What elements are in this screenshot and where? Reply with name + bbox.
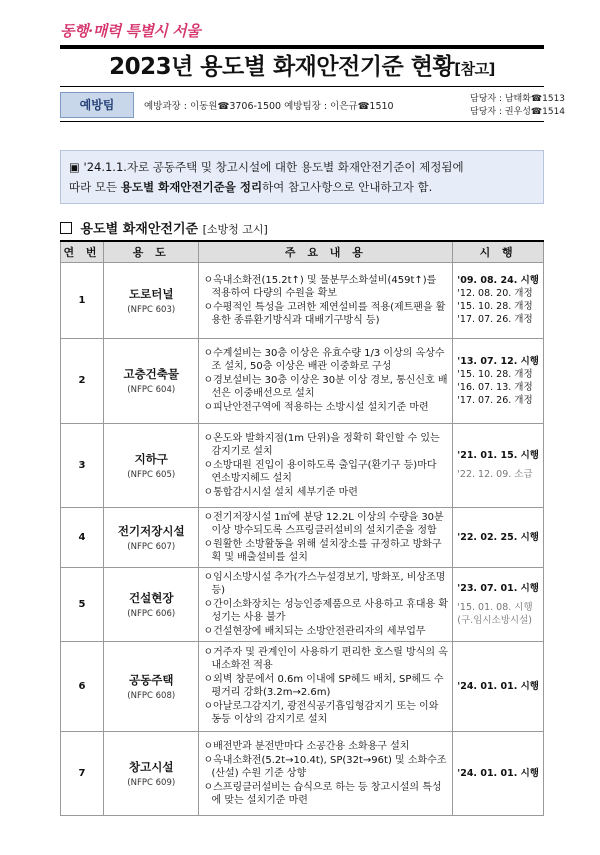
content-item: ㅇ수평적인 특성을 고려한 제연설비를 적용(제트팬을 활용한 종류환기방식과 대배기구방식 등) [203,301,446,326]
department-info: 예방과장 : 이동원☎3706-1500 예방팀장 : 이은규☎1510 [144,101,394,112]
use-name: 건설현장 [129,590,174,605]
content-item: ㅇ수계설비는 30층 이상은 유효수량 1/3 이상의 옥상수조 설치, 50층 이상은 배관 이중화로 구성 [203,348,445,372]
date-entry: '22. 02. 25. 시행 [457,531,539,543]
row-dates [453,338,544,423]
notice-text-2a: 따라 모든 [69,180,121,194]
content-item: ㅇ아날로그감지기, 광전식공기흡입형감지기 또는 이와 동등 이상의 감지기로 설치 [203,701,439,725]
notice-line [69,157,535,177]
use-name: 전기저장시설 [117,523,185,538]
row-content [199,641,453,731]
date-entry: '13. 07. 12. 시행 [457,355,539,367]
content-item: ㅇ온도와 발화지점(1m 단위)을 정확히 확인할 수 있는 감지기로 설치 [203,432,440,457]
header-content: 주 요 내 용 [199,241,453,262]
content-item: ㅇ경보설비는 30층 이상은 30분 이상 경보, 통신신호 배선은 이중배선으로 설치 [203,375,448,399]
notice-line [69,177,535,197]
header-use: 용 도 [104,241,199,262]
content-item: ㅇ배전반과 분전반마다 소공간용 소화용구 설치 [203,740,410,752]
contact-block [470,93,588,119]
row-dates [453,567,544,641]
row-dates [453,641,544,731]
use-name: 창고시설 [129,759,174,774]
content-item: ㅇ스프링클러설비는 습식으로 하는 등 창고시설의 특성에 맞는 설치기준 마련 [203,781,442,806]
row-content [199,507,453,567]
date-entry: '24. 01. 01. 시행 [457,767,539,779]
table-header-row [61,241,544,262]
date-entry: '12. 08. 20. 개정 [457,288,533,299]
row-use [104,338,199,423]
contact-line: 담당자 : 권우성☎1514 [470,107,566,117]
use-code: (NFPC 603) [127,304,176,315]
content-item: ㅇ건설현장에 배치되는 소방안전관리자의 세부업무 [203,625,426,637]
use-name: 공동주택 [129,672,174,687]
use-code: (NFPC 604) [127,385,176,395]
table-row [61,338,544,423]
notice-box [60,150,544,204]
title-ref: [참고] [454,60,495,78]
use-name: 고층건축물 [123,367,180,381]
date-entry: '24. 01. 01. 시행 [457,680,539,692]
row-dates [453,423,544,507]
content-item: ㅇ전기저장시설 1㎡에 분당 12.2L 이상의 수량을 30분 이상 방수되도록 스프링클러설비의 설치기준을 정함 [203,511,444,536]
section-heading [60,218,268,237]
seoul-slogan-logo: 동행·매력 특별시 서울 [60,22,201,40]
fire-safety-standards-table [60,240,544,816]
row-content [199,423,453,507]
table-row [61,262,544,338]
notice-mark: ▣ [69,160,80,174]
title-box [60,45,544,87]
header-num: 연 번 [61,241,104,262]
department-badge: 예방팀 [60,92,134,118]
contact-line: 담당자 : 남태화☎1513 [470,94,566,104]
use-name: 지하구 [134,451,168,466]
use-code: (NFPC 608) [127,690,176,701]
content-item: ㅇ간이소화장치는 성능인증제품으로 사용하고 휴대용 확성기는 사용 불가 [203,598,449,623]
row-num: 2 [61,338,104,423]
table-row [61,423,544,507]
row-use [104,731,199,815]
content-item: ㅇ옥내소화전(15.2t↑) 및 물분무소화설비(459t↑)를 적용하여 다량의 수원을 확보 [203,274,437,299]
use-code: (NFPC 609) [127,777,176,788]
use-name: 도로터널 [129,286,174,301]
content-item: ㅇ임시소방시설 추가(가스누설경보기, 방화포, 비상조명등) [203,571,446,596]
use-code: (NFPC 607) [127,541,176,552]
content-item: ㅇ소방대원 진입이 용이하도록 출입구(환기구 등)마다 연소방지헤드 설치 [203,459,437,484]
page-title-text: 2023년 용도별 화재안전기준 현황 [109,54,455,80]
row-content [199,567,453,641]
content-item: ㅇ원활한 소방활동을 위해 설치장소를 규정하고 방화구획 및 배출설비를 설치 [203,538,442,563]
row-num: 3 [61,423,104,507]
notice-text-2c: 하여 참고사항으로 안내하고자 함. [262,180,433,194]
row-dates [453,731,544,815]
department-bar [60,92,566,122]
row-num: 6 [61,641,104,731]
content-item: ㅇ옥내소화전(5.2t→10.4t), SP(32t→96t) 및 소화수조(산설) 수원 기준 상향 [203,754,447,779]
table-row [61,567,544,641]
notice-text-2b: 용도별 화재안전기준을 정리 [120,180,263,194]
row-use [104,423,199,507]
row-content [199,262,453,338]
date-entry: (구.임시소방시설) [457,614,532,626]
notice-text-1: '24.1.1.자로 공동주택 및 창고시설에 대한 용도별 화재안전기준이 제정됨에 [83,160,464,174]
table-row [61,731,544,815]
row-num: 5 [61,567,104,641]
date-entry: '22. 12. 09. 소급 [457,469,533,480]
row-use [104,567,199,641]
checkbox-square-icon [60,222,72,234]
row-dates [453,262,544,338]
section-title: 용도별 화재안전기준 [80,222,199,237]
row-use [104,507,199,567]
row-num: 7 [61,731,104,815]
use-code: (NFPC 606) [127,608,176,619]
date-entry: '23. 07. 01. 시행 [457,582,539,594]
table-row [61,641,544,731]
date-entry: '15. 01. 08. 시행 [457,601,533,613]
content-item: ㅇ통합감시시설 설치 세부기준 마련 [203,486,358,498]
date-entry: '15. 10. 28. 개정 [457,301,533,312]
row-use [104,262,199,338]
date-entry: '17. 07. 26. 개정 [457,394,533,406]
content-item: ㅇ거주자 및 관계인이 사용하기 편리한 호스릴 방식의 옥내소화전 적용 [203,647,448,671]
use-code: (NFPC 605) [127,469,176,480]
date-entry: '15. 10. 28. 개정 [457,368,533,380]
row-dates [453,507,544,567]
page-title [60,49,544,87]
row-num: 4 [61,507,104,567]
date-entry: '21. 01. 15. 시행 [457,450,539,461]
header-dates: 시 행 [453,241,544,262]
date-entry: '16. 07. 13. 개정 [457,381,533,393]
row-num: 1 [61,262,104,338]
row-content [199,731,453,815]
content-item: ㅇ외벽 창문에서 0.6m 이내에 SP헤드 배치, SP헤드 수평거리 강화(3.2m→2.6m) [203,674,444,698]
row-use [104,641,199,731]
date-entry: '17. 07. 26. 개정 [457,314,533,325]
content-item: ㅇ피난안전구역에 적용하는 소방시설 설치기준 마련 [203,402,429,413]
date-entry: '09. 08. 24. 시행 [457,275,539,286]
table-row [61,507,544,567]
section-sub: [소방청 고시] [202,223,268,236]
row-content [199,338,453,423]
